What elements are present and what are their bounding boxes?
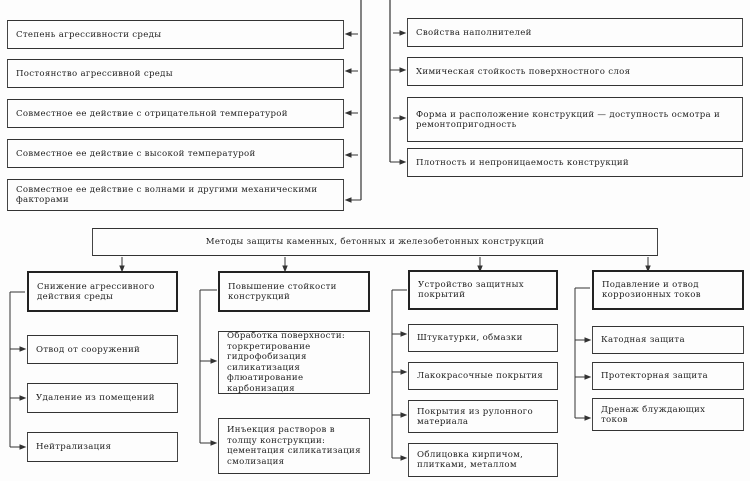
method-item (27, 383, 178, 413)
factor-box-environment-3 (7, 99, 344, 128)
method-item (408, 324, 558, 352)
factor-label: Плотность и непроницаемость конструкций (416, 157, 629, 168)
method-item (408, 443, 558, 477)
method-item (408, 362, 558, 390)
method-item-label: Отвод от сооружений (36, 344, 141, 355)
factor-box-environment-4 (7, 139, 344, 168)
factor-label: Постоянство агрессивной среды (16, 68, 173, 79)
method-head-3 (408, 270, 558, 310)
method-item-label: Штукатурки, обмазки (417, 333, 523, 343)
method-title: Повышение стойкости конструкций (228, 281, 337, 302)
method-title: Подавление и отвод коррозионных токов (602, 280, 701, 300)
method-item-label: Инъекция растворов в толщу конструкции: цементация силикатизация смолизация (227, 425, 361, 467)
method-head-1 (27, 271, 178, 312)
method-title: Снижение агрессивного действия среды (37, 281, 155, 302)
factor-box-structure-4 (407, 148, 743, 177)
factor-box-environment-2 (7, 59, 344, 88)
main-title: Методы защиты каменных, бетонных и железобетонных конструкций (205, 237, 545, 247)
method-item-label: Нейтрализация (36, 442, 112, 452)
factor-box-structure-2 (407, 57, 743, 86)
factor-label: Степень агрессивности среды (16, 29, 162, 40)
method-item-label: Удаление из помещений (36, 393, 155, 403)
method-item-label: Облицовка кирпичом, плитками, металлом (417, 450, 524, 470)
factor-box-environment-5 (7, 179, 344, 211)
factor-label: Совместное ее действие с волнами и другими механическими факторами (16, 185, 318, 205)
method-item (592, 326, 744, 354)
method-item (218, 331, 370, 394)
method-head-4 (592, 270, 744, 310)
method-item-label: Катодная защита (601, 335, 685, 345)
method-item (27, 335, 178, 364)
factor-box-structure-1 (407, 18, 743, 47)
factor-box-structure-3 (407, 97, 743, 142)
method-head-2 (218, 271, 370, 312)
factor-box-environment-1 (7, 20, 344, 49)
method-item (592, 362, 744, 390)
method-item-label: Покрытия из рулонного материала (417, 406, 533, 427)
method-title: Устройство защитных покрытий (418, 280, 524, 300)
method-item-label: Дренаж блуждающих токов (601, 404, 706, 425)
method-item (27, 432, 178, 462)
factor-label: Химическая стойкость поверхностного слоя (416, 66, 631, 77)
method-item (408, 400, 558, 433)
factor-label: Совместное ее действие с отрицательной температурой (16, 108, 288, 119)
factor-label: Совместное ее действие с высокой температурой (16, 148, 256, 159)
main-title-box (92, 228, 658, 256)
method-item-label: Обработка поверхности: торкретирование гидрофобизация силикатизация флюатирование карбонизация (227, 331, 346, 394)
method-item (592, 398, 744, 431)
method-item-label: Протекторная защита (601, 371, 708, 381)
method-item-label: Лакокрасочные покрытия (417, 371, 544, 381)
factor-label: Свойства наполнителей (416, 27, 532, 38)
method-item (218, 418, 370, 474)
factor-label: Форма и расположение конструкций — доступность осмотра и ремонтопригодность (416, 109, 721, 130)
